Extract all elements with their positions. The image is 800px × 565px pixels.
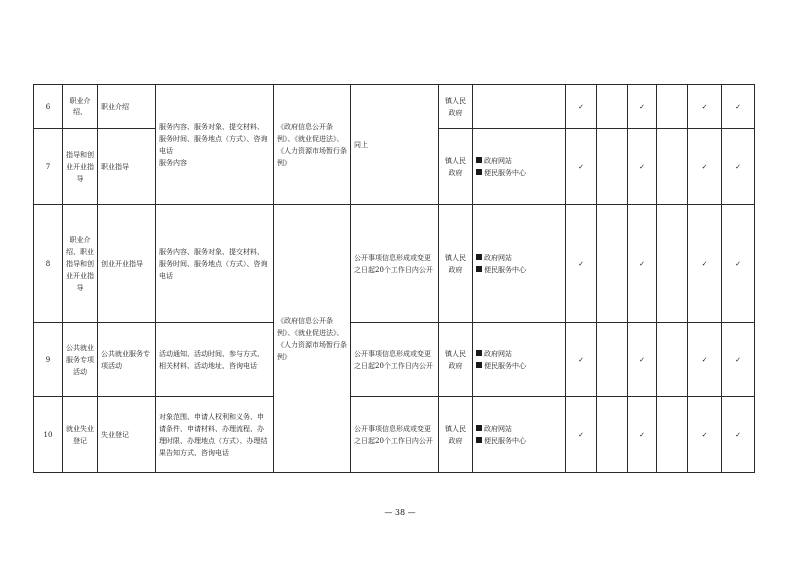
square-bullet-icon: [476, 362, 482, 368]
timeline-cell: 公开事项信息形成或变更之日起20个工作日内公开: [351, 397, 439, 473]
empty-cell: [657, 129, 688, 205]
channel-item: 政府网站: [476, 423, 562, 435]
channel-cell: [473, 205, 566, 323]
content-cell: 服务内容、服务对象、提交材料、服务时间、服务地点（方式）、咨询电话: [156, 205, 274, 323]
sub-item-cell: 公共就业服务专项活动: [98, 323, 156, 397]
row-number: 6: [34, 85, 63, 129]
row-number: 8: [34, 205, 63, 323]
empty-cell: [597, 323, 628, 397]
content-cell: 活动通知、活动时间、参与方式、相关材料、活动地址、咨询电话: [156, 323, 274, 397]
checkmark: ✓: [566, 85, 597, 129]
body-cell: 镇人民政府: [439, 323, 473, 397]
table-row: [34, 85, 755, 129]
checkmark: ✓: [628, 323, 657, 397]
square-bullet-icon: [476, 169, 482, 175]
timeline-cell: 公开事项信息形成或变更之日起20个工作日内公开: [351, 205, 439, 323]
basis-cell: 《政府信息公开条例》、《就业促进法》、《人力资源市场暂行条例》: [274, 85, 351, 205]
timeline-cell: 同上: [351, 85, 439, 205]
body-cell: 镇人民政府: [439, 129, 473, 205]
checkmark: ✓: [688, 85, 722, 129]
checkmark: ✓: [722, 129, 755, 205]
square-bullet-icon: [476, 350, 482, 356]
channel-item: 便民服务中心: [476, 264, 562, 276]
channel-item: 便民服务中心: [476, 360, 562, 372]
checkmark: ✓: [566, 129, 597, 205]
checkmark: ✓: [722, 323, 755, 397]
subject-cell: 职业介绍、职业指导和创业开业指导: [63, 205, 98, 323]
page-number: — 38 —: [384, 508, 416, 517]
sub-item-cell: 职业指导: [98, 129, 156, 205]
body-cell: 镇人民政府: [439, 85, 473, 129]
channel-item: 政府网站: [476, 155, 562, 167]
sub-item-cell: 创业开业指导: [98, 205, 156, 323]
checkmark: ✓: [722, 85, 755, 129]
basis-cell: 《政府信息公开条例》、《就业促进法》、《人力资源市场暂行条例》: [274, 205, 351, 473]
channel-cell: [473, 323, 566, 397]
square-bullet-icon: [476, 254, 482, 260]
checkmark: ✓: [722, 205, 755, 323]
checkmark: ✓: [722, 397, 755, 473]
table-row: [34, 323, 755, 397]
checkmark: ✓: [688, 323, 722, 397]
checkmark: ✓: [628, 85, 657, 129]
square-bullet-icon: [476, 425, 482, 431]
row-number: 9: [34, 323, 63, 397]
checkmark: ✓: [688, 129, 722, 205]
subject-cell: 公共就业服务专项活动: [63, 323, 98, 397]
checkmark: ✓: [566, 323, 597, 397]
empty-cell: [597, 205, 628, 323]
empty-cell: [597, 85, 628, 129]
channel-cell: [473, 85, 566, 129]
channel-item: 便民服务中心: [476, 167, 562, 179]
disclosure-table: [33, 84, 755, 473]
row-number: 7: [34, 129, 63, 205]
channel-item: 政府网站: [476, 348, 562, 360]
checkmark: ✓: [688, 397, 722, 473]
content-cell: 对象范围、申请人权利和义务、申请条件、申请材料、办理流程、办理时限、办理地点（方式）、办理结果告知方式、咨询电话: [156, 397, 274, 473]
square-bullet-icon: [476, 157, 482, 163]
square-bullet-icon: [476, 266, 482, 272]
checkmark: ✓: [566, 397, 597, 473]
channel-item: 政府网站: [476, 252, 562, 264]
channel-item: 便民服务中心: [476, 435, 562, 447]
channel-cell: [473, 129, 566, 205]
checkmark: ✓: [628, 205, 657, 323]
sub-item-cell: 失业登记: [98, 397, 156, 473]
content-cell: 服务内容、服务对象、提交材料、服务时间、服务地点（方式）、咨询电话 服务内容: [156, 85, 274, 205]
table-row: [34, 205, 755, 323]
channel-cell: [473, 397, 566, 473]
empty-cell: [657, 323, 688, 397]
checkmark: ✓: [628, 129, 657, 205]
empty-cell: [657, 397, 688, 473]
timeline-cell: 公开事项信息形成或变更之日起20个工作日内公开: [351, 323, 439, 397]
empty-cell: [597, 129, 628, 205]
checkmark: ✓: [566, 205, 597, 323]
sub-item-cell: 职业介绍: [98, 85, 156, 129]
subject-cell: 职业介绍、: [63, 85, 98, 129]
subject-cell: 就业失业登记: [63, 397, 98, 473]
empty-cell: [657, 85, 688, 129]
empty-cell: [597, 397, 628, 473]
body-cell: 镇人民政府: [439, 397, 473, 473]
checkmark: ✓: [628, 397, 657, 473]
body-cell: 镇人民政府: [439, 205, 473, 323]
checkmark: ✓: [688, 205, 722, 323]
table-row: [34, 397, 755, 473]
row-number: 10: [34, 397, 63, 473]
empty-cell: [657, 205, 688, 323]
square-bullet-icon: [476, 437, 482, 443]
subject-cell: 指导和创业开业指导: [63, 129, 98, 205]
